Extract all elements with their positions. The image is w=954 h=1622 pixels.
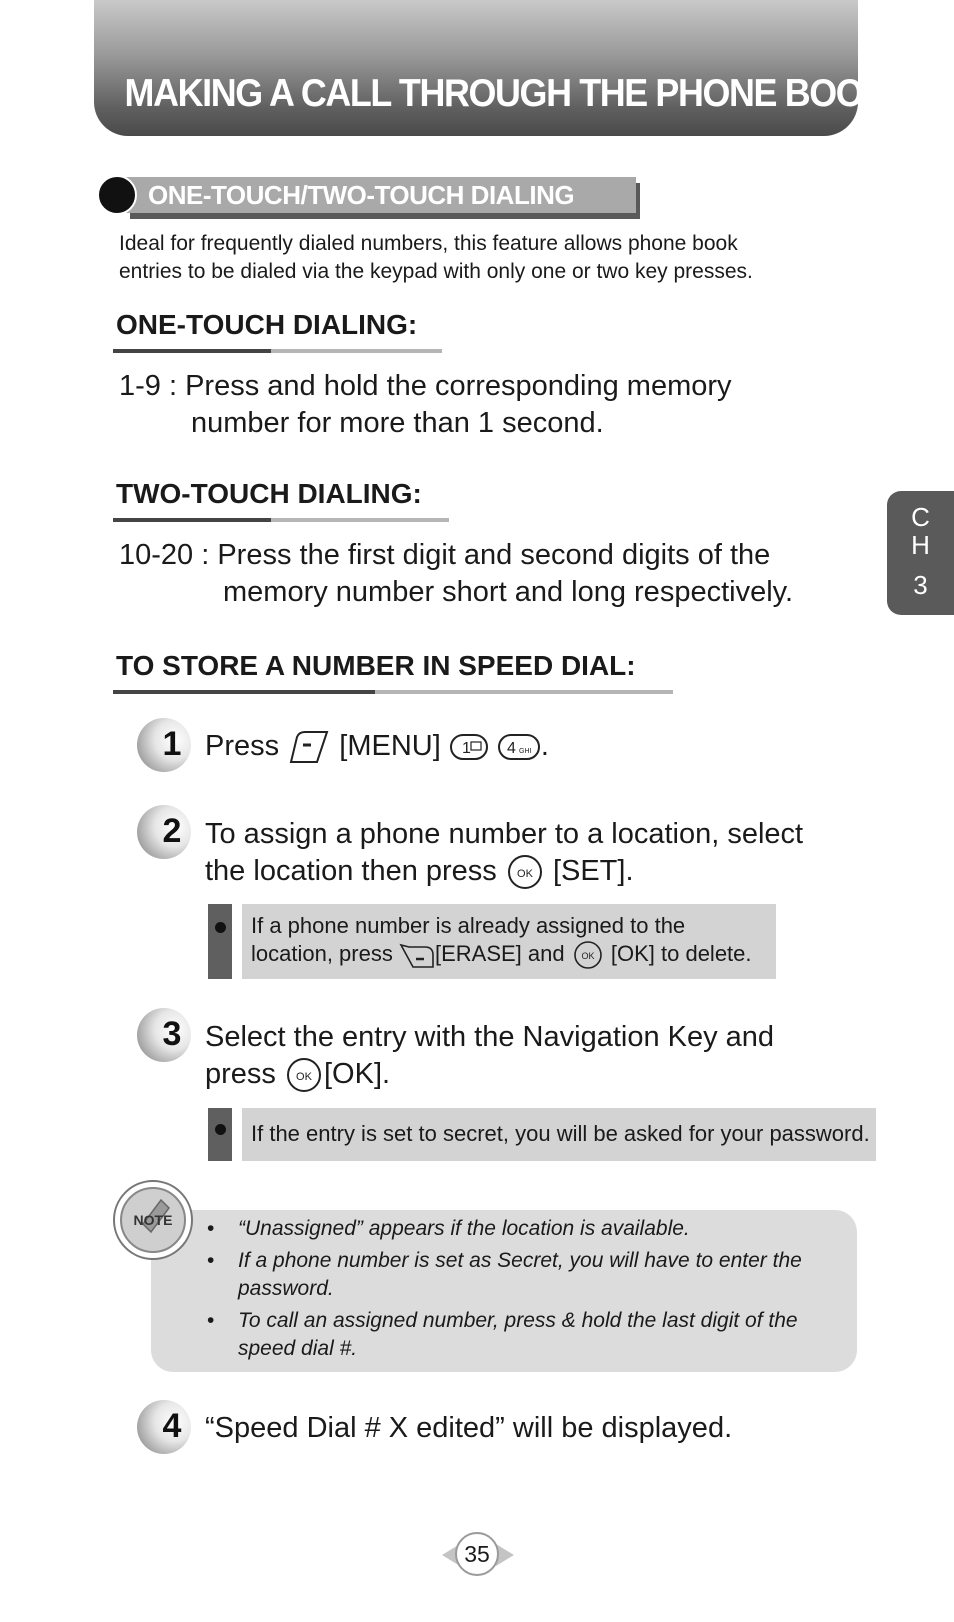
note-text: If a phone number is set as Secret, you will have to enter the xyxy=(238,1249,802,1272)
page-number: 35 xyxy=(455,1532,499,1576)
note-text: password. xyxy=(238,1277,334,1300)
two-touch-line: 10-20 : Press the first digit and second digits of the xyxy=(119,539,771,571)
chapter-tab[interactable] xyxy=(887,491,954,615)
intro-line: entries to be dialed via the keypad with only one or two key presses. xyxy=(119,260,753,283)
heading-underline xyxy=(113,518,271,522)
info-line xyxy=(251,940,752,970)
one-touch-line: 1-9 : Press and hold the corresponding memory xyxy=(119,370,732,402)
heading-underline xyxy=(375,690,673,694)
info-sidebar xyxy=(208,904,232,979)
step-text-segment: press xyxy=(205,1058,276,1090)
ok-key-label: OK xyxy=(296,1071,312,1084)
note-badge-label: NOTE xyxy=(133,1212,173,1228)
info-bullet-icon xyxy=(215,1124,226,1135)
info-box xyxy=(242,1108,876,1161)
step-text-segment: the location then press xyxy=(205,855,497,887)
info-text-segment: [OK] to delete. xyxy=(610,941,752,966)
note-icon xyxy=(111,1178,195,1262)
intro-line: Ideal for frequently dialed numbers, this feature allows phone book xyxy=(119,232,738,255)
ok-key-icon xyxy=(571,940,605,970)
section-title: ONE-TOUCH/TWO-TOUCH DIALING xyxy=(148,180,575,210)
info-line: If the entry is set to secret, you will be asked for your password. xyxy=(251,1121,870,1146)
chapter-tab-number: 3 xyxy=(913,570,928,600)
heading-underline xyxy=(271,518,449,522)
two-touch-line: memory number short and long respectively. xyxy=(223,576,794,608)
step-number: 1 xyxy=(162,725,182,763)
note-list xyxy=(205,1215,835,1367)
step-3-line xyxy=(205,1056,390,1093)
step-2-line xyxy=(205,853,634,890)
step-text-segment: . xyxy=(540,730,549,762)
info-text-segment: [ERASE] and xyxy=(434,941,565,966)
soft-key-right-icon xyxy=(399,941,435,969)
step-number: 4 xyxy=(162,1407,182,1445)
chapter-tab-letter: C xyxy=(911,502,930,532)
store-heading: TO STORE A NUMBER IN SPEED DIAL: xyxy=(116,650,636,681)
one-touch-heading: ONE-TOUCH DIALING: xyxy=(116,309,418,340)
info-bullet-icon xyxy=(215,922,226,933)
chapter-tab-letter: H xyxy=(911,530,930,560)
section-bullet-icon xyxy=(97,175,137,215)
note-text: “Unassigned” appears if the location is available. xyxy=(238,1217,690,1240)
step-4-text: “Speed Dial # X edited” will be displayed. xyxy=(205,1412,733,1444)
info-text-segment: location, press xyxy=(251,941,393,966)
heading-underline xyxy=(113,349,271,353)
one-touch-line: number for more than 1 second. xyxy=(191,407,604,439)
info-box xyxy=(242,904,776,979)
note-item: • To call an assigned number, press & hold the last digit of the speed dial #. xyxy=(207,1309,798,1360)
two-touch-heading: TWO-TOUCH DIALING: xyxy=(116,478,422,509)
step-text-segment: [OK]. xyxy=(323,1058,391,1090)
key-label: 4 xyxy=(506,740,516,758)
note-item: • “Unassigned” appears if the location is available. xyxy=(207,1217,690,1240)
step-text-segment: [MENU] xyxy=(339,730,441,762)
soft-key-left-icon xyxy=(287,729,331,765)
page-title: MAKING A CALL THROUGH THE PHONE BOOK xyxy=(124,72,887,115)
info-line: If a phone number is already assigned to the xyxy=(251,913,686,938)
ok-key-label: OK xyxy=(516,868,533,881)
ok-key-icon xyxy=(505,854,545,890)
key-label: 1 xyxy=(461,740,471,758)
key-4-icon xyxy=(497,732,541,762)
intro-paragraph xyxy=(119,230,859,286)
note-text: speed dial #. xyxy=(238,1337,358,1360)
step-1-text xyxy=(205,728,549,765)
key-sublabel: GHI xyxy=(518,748,532,756)
key-1-icon xyxy=(449,732,489,762)
note-text: To call an assigned number, press & hold the last digit of the xyxy=(238,1309,798,1332)
heading-underline xyxy=(271,349,442,353)
ok-key-label: OK xyxy=(581,951,595,962)
step-3-line: Select the entry with the Navigation Key and xyxy=(205,1021,775,1053)
step-text-segment: [SET]. xyxy=(552,855,634,887)
note-item: • If a phone number is set as Secret, you will have to enter the password. xyxy=(207,1249,802,1300)
heading-underline xyxy=(113,690,375,694)
step-number: 3 xyxy=(162,1015,182,1053)
ok-key-icon xyxy=(284,1057,324,1093)
step-number: 2 xyxy=(162,812,182,850)
step-text-segment: Press xyxy=(205,730,280,762)
step-2-line: To assign a phone number to a location, select xyxy=(205,818,804,850)
